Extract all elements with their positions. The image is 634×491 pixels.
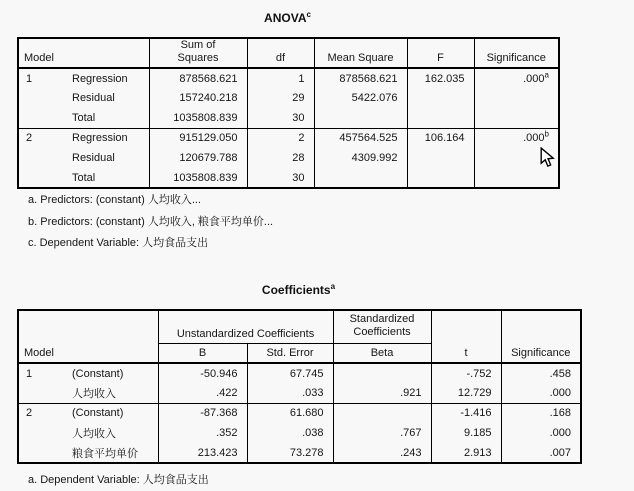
anova-row bbox=[18, 88, 559, 108]
coefficients-t: -1.416 bbox=[431, 403, 501, 423]
anova-df: 30 bbox=[247, 108, 314, 128]
coefficients-b: 213.423 bbox=[158, 443, 247, 463]
term-label: Regression bbox=[72, 72, 128, 85]
anova-mean-square bbox=[314, 168, 407, 188]
coefficients-significance: .168 bbox=[501, 403, 581, 423]
anova-table bbox=[17, 37, 560, 189]
anova-header-significance: Significance bbox=[474, 38, 559, 68]
anova-header-sum-of-squares-line2: Squares bbox=[177, 52, 219, 64]
anova-sum-of-squares: 157240.218 bbox=[149, 88, 247, 108]
coefficients-title-text: Coefficients bbox=[261, 283, 331, 297]
coefficients-b: -87.368 bbox=[158, 403, 247, 423]
term-label: Regression bbox=[72, 132, 128, 145]
anova-significance bbox=[474, 88, 559, 108]
coefficients-table bbox=[17, 309, 582, 464]
anova-model-term bbox=[18, 68, 149, 88]
coefficients-t: 2.913 bbox=[431, 443, 501, 463]
anova-mean-square bbox=[314, 108, 407, 128]
anova-sum-of-squares: 915129.050 bbox=[149, 128, 247, 148]
anova-title-superscript: c bbox=[306, 10, 311, 19]
anova-f bbox=[407, 148, 474, 168]
anova-header-sum-of-squares-line1: Sum of bbox=[180, 39, 216, 51]
coefficients-std-error: 61.680 bbox=[247, 403, 333, 423]
coefficients-significance: .000 bbox=[501, 383, 581, 403]
coefficients-beta: .767 bbox=[333, 423, 431, 443]
coefficients-std-error: 73.278 bbox=[247, 443, 333, 463]
anova-df: 30 bbox=[247, 168, 314, 188]
coefficients-row bbox=[18, 363, 581, 383]
anova-df: 29 bbox=[247, 88, 314, 108]
anova-title-text: ANOVA bbox=[264, 11, 307, 25]
coefficients-header-standardized-line1: Standardized bbox=[349, 312, 415, 325]
coefficients-t: 9.185 bbox=[431, 423, 501, 443]
coefficients-model-term bbox=[18, 363, 158, 383]
coefficients-significance: .000 bbox=[501, 423, 581, 443]
coefficients-t: -.752 bbox=[431, 363, 501, 383]
anova-model-term bbox=[18, 148, 149, 168]
coefficients-beta bbox=[333, 363, 431, 383]
anova-row bbox=[18, 128, 559, 148]
anova-f: 106.164 bbox=[407, 128, 474, 148]
sig-value: .000 bbox=[523, 132, 545, 145]
term-label: Residual bbox=[72, 152, 115, 164]
coefficients-std-error: 67.745 bbox=[247, 363, 333, 383]
sig-superscript: b bbox=[544, 129, 549, 139]
coefficients-t: 12.729 bbox=[431, 383, 501, 403]
anova-df: 1 bbox=[247, 68, 314, 88]
anova-df: 2 bbox=[247, 128, 314, 148]
anova-title bbox=[17, 11, 558, 25]
term-label: 人均收入 bbox=[72, 387, 116, 400]
anova-header-f: F bbox=[407, 38, 474, 68]
coefficients-significance: .007 bbox=[501, 443, 581, 463]
term-label: 人均收入 bbox=[72, 428, 116, 440]
coefficients-std-error: .033 bbox=[247, 383, 333, 403]
anova-significance bbox=[474, 108, 559, 128]
coefficients-model-term bbox=[18, 443, 158, 463]
coefficients-header-standardized-line2: Coefficients bbox=[353, 325, 411, 338]
anova-row bbox=[18, 68, 559, 88]
anova-f bbox=[407, 88, 474, 108]
anova-footnote-a: a. Predictors: (constant) 人均收入... bbox=[28, 194, 201, 206]
anova-f: 162.035 bbox=[407, 68, 474, 88]
term-label: (Constant) bbox=[72, 367, 124, 380]
coefficients-footnotes bbox=[28, 470, 209, 491]
anova-model-term bbox=[18, 128, 149, 148]
anova-f bbox=[407, 168, 474, 188]
anova-significance bbox=[474, 68, 559, 88]
coefficients-model-term bbox=[18, 423, 158, 443]
coefficients-beta: .243 bbox=[333, 443, 431, 463]
coefficients-header-significance: Significance bbox=[501, 310, 581, 363]
coefficients-header-b: B bbox=[158, 343, 247, 363]
anova-header-model: Model bbox=[18, 38, 149, 68]
model-number: 1 bbox=[26, 367, 33, 380]
coefficients-row bbox=[18, 423, 581, 443]
anova-model-term bbox=[18, 168, 149, 188]
coefficients-footnote-a: a. Dependent Variable: 人均食品支出 bbox=[28, 474, 209, 486]
coefficients-beta: .921 bbox=[333, 383, 431, 403]
coefficients-header-row-1 bbox=[18, 310, 581, 343]
anova-model-term bbox=[18, 88, 149, 108]
sig-superscript: a bbox=[544, 69, 549, 79]
coefficients-header-unstandardized: Unstandardized Coefficients bbox=[158, 310, 333, 343]
anova-footnote-c: c. Dependent Variable: 人均食品支出 bbox=[28, 237, 209, 249]
coefficients-b: -50.946 bbox=[158, 363, 247, 383]
anova-header-df: df bbox=[247, 38, 314, 68]
sig-value: .000 bbox=[523, 72, 545, 85]
coefficients-b: .352 bbox=[158, 423, 247, 443]
anova-footnotes bbox=[28, 190, 273, 255]
anova-sum-of-squares: 878568.621 bbox=[149, 68, 247, 88]
coefficients-model-term bbox=[18, 403, 158, 423]
anova-df: 28 bbox=[247, 148, 314, 168]
coefficients-header-t: t bbox=[431, 310, 501, 363]
coefficients-b: .422 bbox=[158, 383, 247, 403]
anova-row bbox=[18, 108, 559, 128]
anova-sum-of-squares: 1035808.839 bbox=[149, 108, 247, 128]
anova-row bbox=[18, 148, 559, 168]
coefficients-header-model: Model bbox=[18, 310, 158, 363]
term-label: (Constant) bbox=[72, 407, 124, 420]
anova-header-mean-square: Mean Square bbox=[314, 38, 407, 68]
anova-mean-square: 5422.076 bbox=[314, 88, 407, 108]
coefficients-header-standardized bbox=[333, 310, 431, 343]
anova-footnote-b: b. Predictors: (constant) 人均收入, 粮食平均单价... bbox=[28, 215, 274, 228]
mouse-cursor-icon bbox=[540, 147, 555, 168]
anova-f bbox=[407, 108, 474, 128]
model-number: 1 bbox=[26, 72, 33, 85]
anova-mean-square: 4309.992 bbox=[314, 148, 407, 168]
anova-header-row bbox=[18, 38, 559, 68]
coefficients-title bbox=[17, 283, 580, 297]
coefficients-model-term bbox=[18, 383, 158, 403]
anova-significance bbox=[474, 168, 559, 188]
term-label: Residual bbox=[72, 92, 115, 104]
coefficients-row bbox=[18, 383, 581, 403]
coefficients-header-std-error: Std. Error bbox=[247, 343, 333, 363]
coefficients-header-beta: Beta bbox=[333, 343, 431, 363]
anova-header-sum-of-squares bbox=[149, 38, 247, 68]
coefficients-beta bbox=[333, 403, 431, 423]
anova-significance bbox=[474, 128, 559, 148]
term-label: Total bbox=[72, 111, 96, 124]
coefficients-std-error: .038 bbox=[247, 423, 333, 443]
anova-model-term bbox=[18, 108, 149, 128]
coefficients-title-superscript: a bbox=[330, 282, 336, 291]
model-number: 2 bbox=[26, 407, 33, 420]
coefficients-row bbox=[18, 403, 581, 423]
anova-mean-square: 457564.525 bbox=[314, 128, 407, 148]
term-label: Total bbox=[72, 171, 96, 184]
model-number: 2 bbox=[26, 132, 33, 145]
term-label: 粮食平均单价 bbox=[72, 447, 138, 460]
anova-sum-of-squares: 1035808.839 bbox=[149, 168, 247, 188]
coefficients-significance: .458 bbox=[501, 363, 581, 383]
coefficients-row bbox=[18, 443, 581, 463]
anova-row bbox=[18, 168, 559, 188]
anova-mean-square: 878568.621 bbox=[314, 68, 407, 88]
anova-sum-of-squares: 120679.788 bbox=[149, 148, 247, 168]
